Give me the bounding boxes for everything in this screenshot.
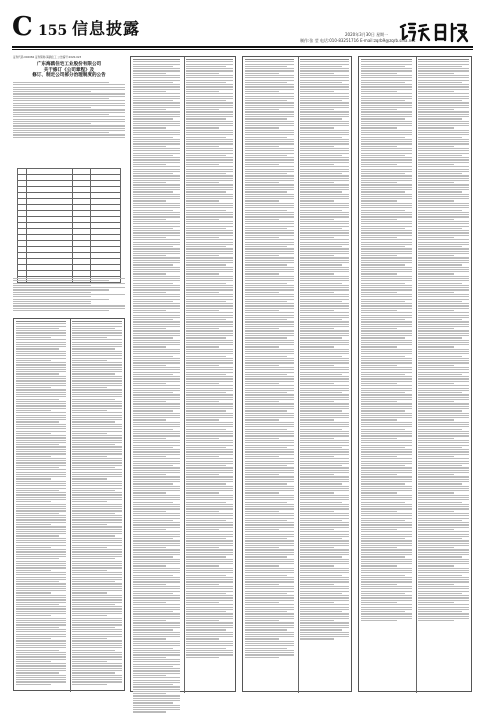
notice-body-after-table: [13, 278, 125, 312]
masthead-rule-thin: [12, 49, 473, 50]
notice-title-line2: 修订、制定公司部分治理制度的公告: [32, 73, 106, 79]
masthead-rule-thick: [12, 46, 473, 48]
notice-title-line1: 关于修订《公司章程》及: [43, 67, 95, 73]
notice-header-line: 证券代码:002084 证券简称:海鸥住工 公告编号:2020-023: [13, 56, 82, 59]
contact-line: 制作:张 莹 电话:010-83251716 E-mail:zqrb9@zqrb.sina.net: [300, 38, 416, 43]
amendment-table-col4: [358, 56, 472, 692]
column-1: [13, 56, 125, 691]
notice-title-block: [13, 62, 125, 79]
amendment-table-col3: [242, 56, 352, 692]
page-number: 155: [38, 23, 68, 39]
amendment-table-col2: [130, 56, 236, 692]
masthead: [0, 0, 484, 46]
amendment-table-col1: [13, 318, 125, 691]
notice-company: 广东海鸥住宅工业股份有限公司: [36, 62, 102, 67]
notice-body-intro: [13, 82, 125, 139]
date-line: 2020年3月30日 星期一: [345, 32, 389, 37]
newspaper-logo: [398, 20, 470, 44]
section-title: 信息披露: [72, 19, 141, 38]
section-letter: C: [12, 12, 33, 42]
governance-table: [17, 168, 121, 283]
